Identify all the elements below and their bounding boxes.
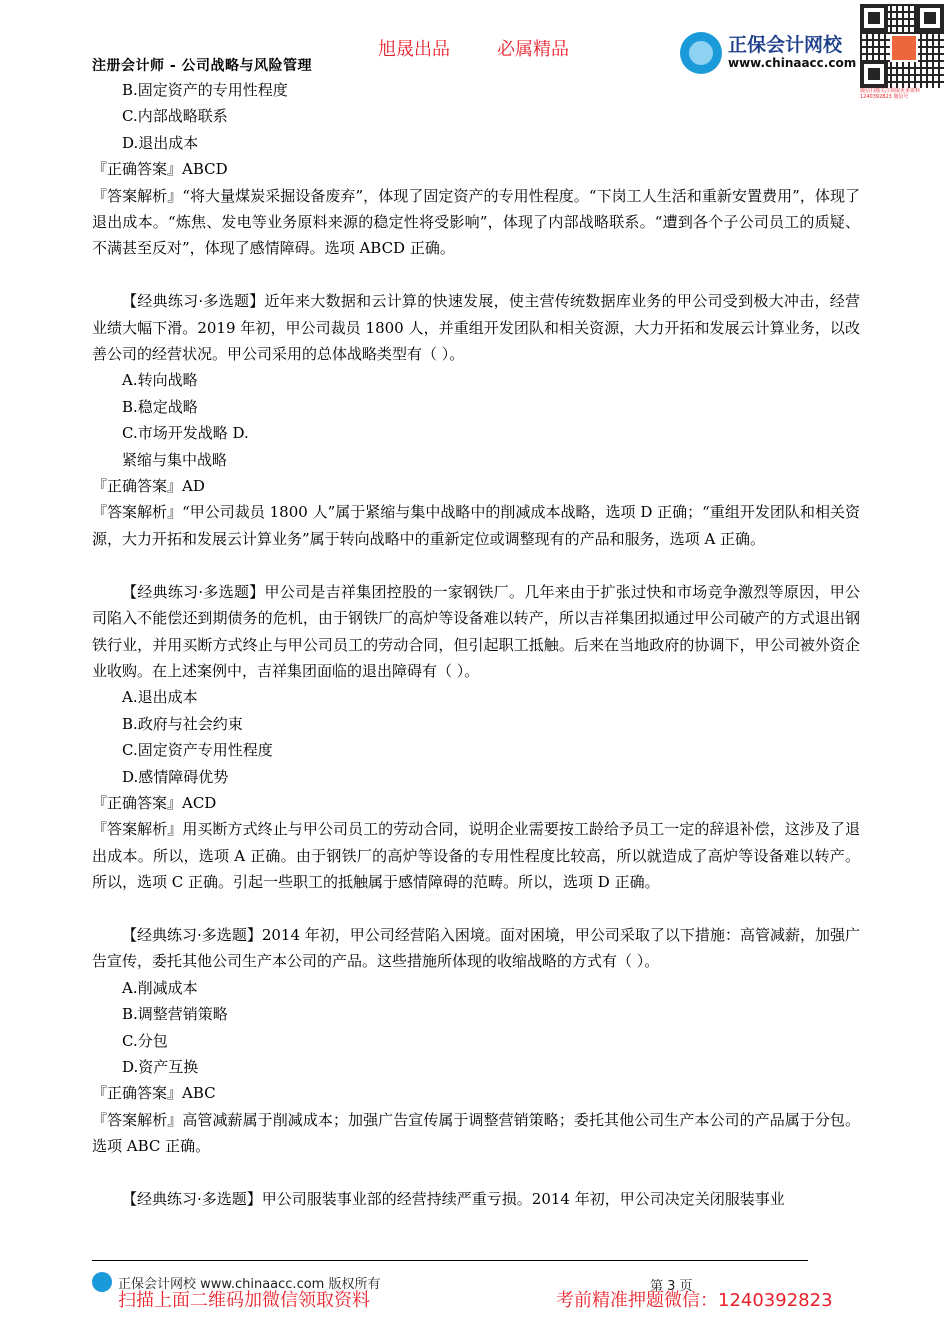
paragraph-gap — [92, 262, 860, 288]
footer-promo-left: 扫描上面二维码加微信领取资料 — [118, 1290, 370, 1311]
option-line: D.感情障碍优势 — [122, 767, 229, 786]
page-number: 第 3 页 — [650, 1279, 693, 1294]
paragraph-gap — [92, 896, 860, 922]
footer-promo-right: 考前精准押题微信：1240392823 — [556, 1290, 833, 1311]
option-line: B.稳定战略 — [122, 397, 198, 416]
question-paragraph: 【经典练习·多选题】2014 年初，甲公司经营陷入困境。面对困境，甲公司采取了以下措施：高管减薪，加强广告宣传，委托其他公司生产本公司的产品。这些措施所体现的收缩战略的方式有（ ）。 — [92, 925, 860, 971]
course-title: 注册会计师 - 公司战略与风险管理 — [92, 58, 313, 74]
option-line: B.政府与社会约束 — [122, 714, 243, 733]
paragraph-gap — [92, 552, 860, 578]
paragraph-gap — [92, 1160, 860, 1186]
chinaacc-logo — [680, 28, 860, 78]
answer-line: 『正确答案』ABCD — [92, 160, 228, 179]
option-line: C.分包 — [122, 1031, 168, 1050]
logo-mark-icon — [680, 32, 722, 74]
option-line: A.削减成本 — [122, 978, 198, 997]
answer-line: 『答案解析』高管减薪属于削减成本；加强广告宣传属于调整营销策略；委托其他公司生产本公司的产品属于分包。选项 ABC 正确。 — [92, 1110, 860, 1156]
logo-name: 正保会计网校 — [728, 34, 843, 56]
slogan-left: 旭晟出品 — [378, 39, 450, 60]
question-paragraph: 【经典练习·多选题】近年来大数据和云计算的快速发展，使主营传统数据库业务的甲公司受到极大冲击，经营业绩大幅下滑。2019 年初，甲公司裁员 1800 人，并重组开发团队和相关资源，大力开拓和发展云计算业务，以改善公司的经营状况。甲公司采用的总体战略类型有（ ）。 — [92, 292, 860, 364]
answer-line: 『正确答案』ABC — [92, 1084, 216, 1103]
answer-line: 『正确答案』ACD — [92, 793, 217, 812]
qr-code-icon — [860, 4, 944, 88]
qr-caption: 微信扫描关注领取更多资料 1240392823 微信号 — [860, 88, 921, 100]
footer-logo-icon — [92, 1272, 112, 1292]
option-line: 紧缩与集中战略 — [122, 450, 228, 469]
option-line: D.退出成本 — [122, 133, 199, 152]
option-line: A.退出成本 — [122, 688, 198, 707]
option-line: C.固定资产专用性程度 — [122, 741, 273, 760]
option-line: A.转向战略 — [122, 371, 198, 390]
footer-divider — [92, 1260, 808, 1261]
option-line: C.内部战略联系 — [122, 107, 228, 126]
logo-url: www.chinaacc.com — [728, 56, 857, 70]
answer-line: 『正确答案』AD — [92, 477, 205, 496]
answer-line: 『答案解析』用买断方式终止与甲公司员工的劳动合同，说明企业需要按工龄给予员工一定的辞退补偿，这涉及了退出成本。所以，选项 A 正确。由于钢铁厂的高炉等设备的专用性程度比较高，所以就造成了高炉等设备难以转产。所以，选项 C 正确。引起一些职工的抵触属于感情障碍的范畴。所以，选项 D 正确。 — [92, 820, 860, 892]
option-line: C.市场开发战略 D. — [122, 424, 249, 443]
slogan-right: 必属精品 — [497, 39, 569, 60]
answer-line: 『答案解析』“甲公司裁员 1800 人”属于紧缩与集中战略中的削减成本战略，选项 D 正确；“重组开发团队和相关资源，大力开拓和发展云计算业务”属于转向战略中的重新定位或调整现有的产品和服务，选项 A 正确。 — [92, 503, 860, 548]
footer-copyright: 正保会计网校 www.chinaacc.com 版权所有 — [118, 1277, 381, 1292]
answer-line: 『答案解析』“将大量煤炭采掘设备废弃”，体现了固定资产的专用性程度。“下岗工人生活和重新安置费用”，体现了退出成本。“炼焦、发电等业务原料来源的稳定性将受影响”，体现了内部战略联系。“遭到各个子公司员工的质疑、不满甚至反对”，体现了感情障碍。选项 ABCD 正确。 — [92, 186, 860, 258]
option-line: D.资产互换 — [122, 1057, 199, 1076]
question-paragraph: 【经典练习·多选题】甲公司是吉祥集团控股的一家钢铁厂。几年来由于扩张过快和市场竞争激烈等原因，甲公司陷入不能偿还到期债务的危机，由于钢铁厂的高炉等设备难以转产，所以吉祥集团拟通过甲公司破产的方式退出钢铁行业，并用买断方式终止与甲公司员工的劳动合同，但引起职工抵触。后来在当地政府的协调下，甲公司被外资企业收购。在上述案例中，吉祥集团面临的退出障碍有（ ）。 — [92, 582, 860, 680]
option-line: B.固定资产的专用性程度 — [122, 81, 288, 99]
document-body — [92, 77, 860, 1212]
question-paragraph: 【经典练习·多选题】甲公司服装事业部的经营持续严重亏损。2014 年初，甲公司决定关闭服装事业 — [122, 1190, 785, 1208]
option-line: B.调整营销策略 — [122, 1005, 228, 1024]
